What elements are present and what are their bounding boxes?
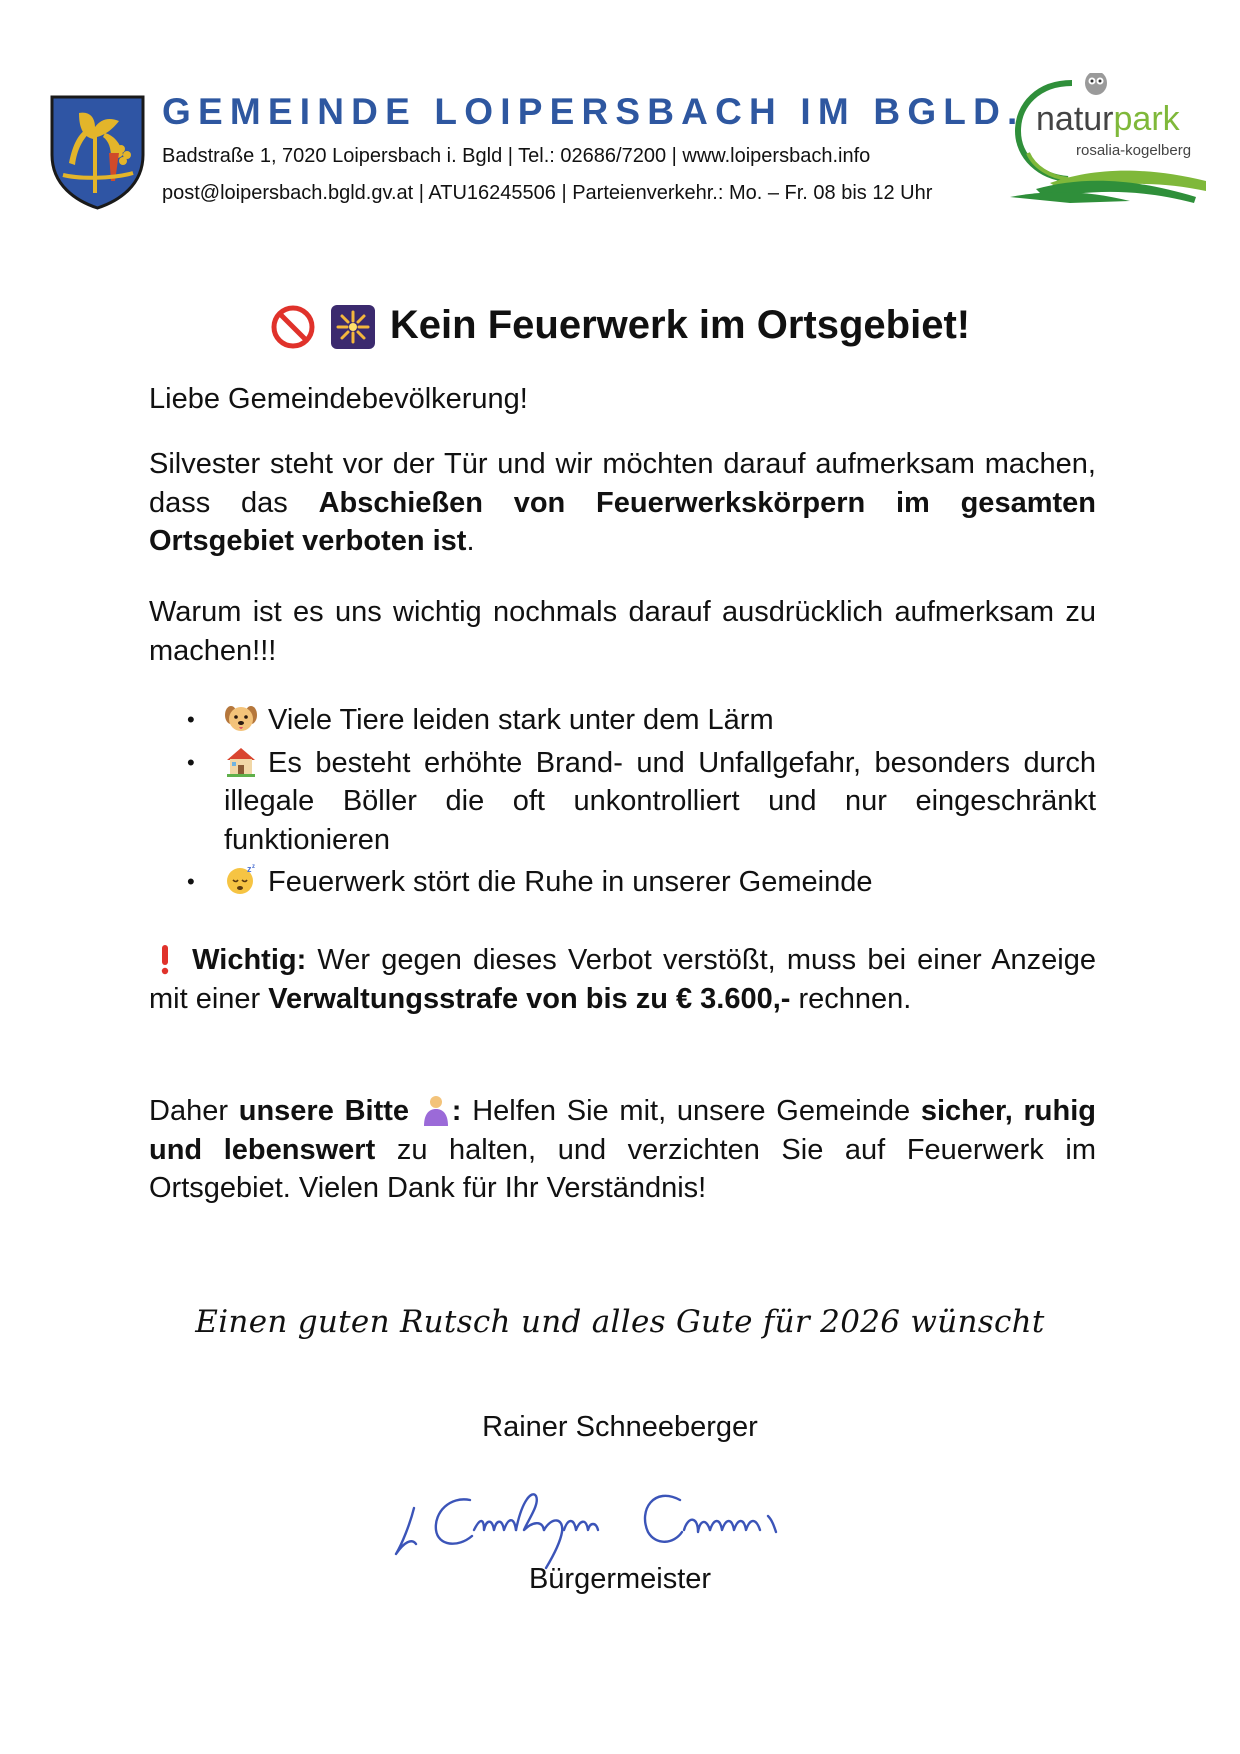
svg-text:z: • z	[247, 864, 252, 874]
dog-face-icon	[224, 701, 258, 735]
ban-statement: Abschießen von Feuerwerkskörpern im gesamten Ortsgebiet verboten ist	[149, 486, 1096, 557]
svg-text:z: z	[252, 864, 255, 870]
reason-paragraph: Warum ist es uns wichtig nochmals darauf ausdrücklich aufmerksam zu machen!!!	[149, 596, 1096, 667]
praying-person-icon	[420, 1094, 452, 1126]
list-item: • Viele Tiere leiden stark unter dem Lärm	[149, 701, 1096, 740]
contact-line: post@loipersbach.bgld.gv.at | ATU16245506 | Parteienverkehr.: Mo. – Fr. 08 bis 12 Uhr	[162, 182, 933, 204]
request-paragraph: Daher unsere Bitte : Helfen Sie mit, unsere Gemeinde sicher, ruhig und lebenswert zu halten, und verzichten Sie auf Feuerwerk im Ortsgebiet. Vielen Dank für Ihr Verständnis!	[149, 1095, 1096, 1204]
naturpark-logo-subtitle: rosalia-kogelberg	[1076, 142, 1192, 159]
notice-headline	[0, 297, 1240, 353]
sleeping-face-icon	[224, 863, 258, 897]
municipality-name: GEMEINDE LOIPERSBACH IM BGLD.	[162, 91, 1025, 132]
fireworks-icon	[330, 304, 376, 350]
house-icon	[224, 744, 258, 778]
list-item: • Es besteht erhöhte Brand- und Unfallgefahr, besonders durch illegale Böller die oft unkontrolliert und nur eingeschränkt funktionieren	[149, 744, 1096, 860]
reasons-list	[149, 701, 1096, 906]
naturpark-logo-text: naturpark	[1036, 100, 1180, 138]
fine-amount: Verwaltungsstrafe von bis zu € 3.600,-	[268, 982, 791, 1015]
municipal-coat-of-arms-icon	[49, 93, 146, 210]
naturpark-logo	[1010, 73, 1210, 208]
intro-paragraph: Silvester steht vor der Tür und wir möchten darauf aufmerksam machen, dass das Abschießen von Feuerwerkskörpern im gesamten Ortsgebiet verboten ist.	[149, 448, 1096, 557]
address-line: Badstraße 1, 7020 Loipersbach i. Bgld | Tel.: 02686/7200 | www.loipersbach.info	[162, 145, 871, 167]
list-item: • z z Feuerwerk stört die Ruhe in unserer Gemeinde	[149, 863, 1096, 902]
signer-role: Bürgermeister	[528, 1563, 712, 1595]
no-entry-icon	[270, 304, 316, 350]
signer-name: Rainer Schneeberger	[482, 1411, 758, 1443]
notice-title: Kein Feuerwerk im Ortsgebiet!	[389, 303, 971, 347]
important-label: Wichtig:	[192, 944, 307, 976]
penalty-paragraph: Wichtig: Wer gegen dieses Verbot verstößt, muss bei einer Anzeige mit einer Verwaltungsstrafe von bis zu € 3.600,- rechnen.	[149, 944, 1096, 1015]
handwritten-signature	[392, 1460, 842, 1570]
exclamation-icon	[149, 943, 181, 975]
greeting: Liebe Gemeindebevölkerung!	[149, 383, 528, 415]
new-year-wish: Einen guten Rutsch und alles Gute für 2026 wünscht	[195, 1304, 1045, 1340]
